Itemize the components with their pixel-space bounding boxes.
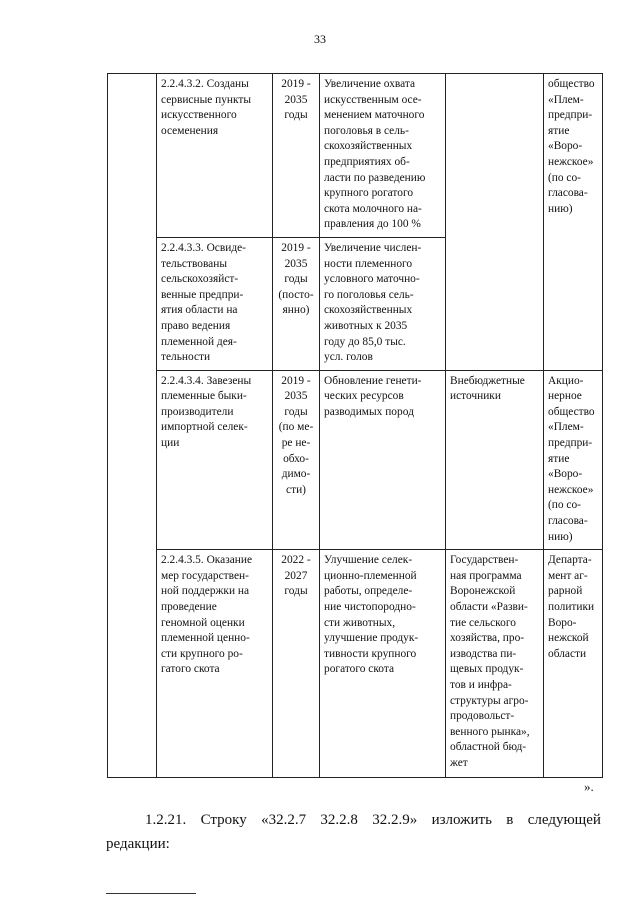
page-number: 33 [314,32,326,46]
source-cell: Внебюджетные источники [446,370,544,550]
paragraph-line-2: редакции: [106,836,170,852]
paragraph-line-1 [145,812,601,829]
paragraph-word: изложить [431,812,492,828]
row-reference: 32.2.9» [372,812,418,828]
measure-cell: 2.2.4.3.2. Созданы сервисные пункты искусственного осеменения [157,74,273,238]
paragraph-word: Строку [200,812,247,828]
measure-cell: 2.2.4.3.4. Завезены племенные быки- производители импортной селек- ции [157,370,273,550]
result-cell: Обновление генети- ческих ресурсов разводимых пород [320,370,446,550]
period-cell: 2022 - 2027 годы [273,550,320,778]
footnote-divider [106,893,196,894]
source-cell: Государствен- ная программа Воронежской области «Разви- тие сельского хозяйства, про- изводства пи- щевых продук- тов и инфра- структуры агро- продовольст- венного рынка», областной бюд- жет [446,550,544,778]
table-left-column [108,74,157,778]
paragraph-word: следующей [527,812,601,828]
responsible-cell: общество «Плем- предпри- ятие «Воро- нежское» (по со- гласова- нию) [544,74,603,371]
period-cell: 2019 - 2035 годы [273,74,320,238]
paragraph-word: в [506,812,514,828]
table-row [108,550,603,778]
responsible-cell: Департа- мент аг- рарной политики Воро- нежской области [544,550,603,778]
responsible-cell: Акцио- нерное общество «Плем- предпри- ятие «Воро- нежское» (по со- гласова- нию) [544,370,603,550]
period-cell: 2019 - 2035 годы (по ме- ре не- обхо- димо- сти) [273,370,320,550]
period-cell: 2019 - 2035 годы (посто- янно) [273,237,320,370]
measure-cell: 2.2.4.3.5. Оказание мер государствен- ной поддержки на проведение геномной оценки племенной ценно- сти крупного ро- гатого скота [157,550,273,778]
result-cell: Улучшение селек- ционно-племенной работы, определе- ние чистопородно- сти животных, улучшение продук- тивности крупного рогатого скота [320,550,446,778]
program-measures-table [107,73,603,778]
result-cell: Увеличение числен- ности племенного условного маточно- го поголовья сель- скохозяйственных животных к 2035 году до 85,0 тыс. усл. голов [320,237,446,370]
table-row [108,370,603,550]
row-reference: «32.2.7 [261,812,307,828]
table-row [108,74,603,238]
closing-quote-mark: ». [584,779,594,794]
source-cell [446,74,544,371]
result-cell: Увеличение охвата искусственным осе- менением маточного поголовья в сель- скохозяйственных предприятиях об- ласти по разведению крупного рогатого скота молочного на- правления до 100 % [320,74,446,238]
paragraph-number: 1.2.21. [145,812,187,828]
measure-cell: 2.2.4.3.3. Освиде- тельствованы сельскохозяйст- венные предпри- ятия области на право ведения племенной дея- тельности [157,237,273,370]
row-reference: 32.2.8 [320,812,358,828]
